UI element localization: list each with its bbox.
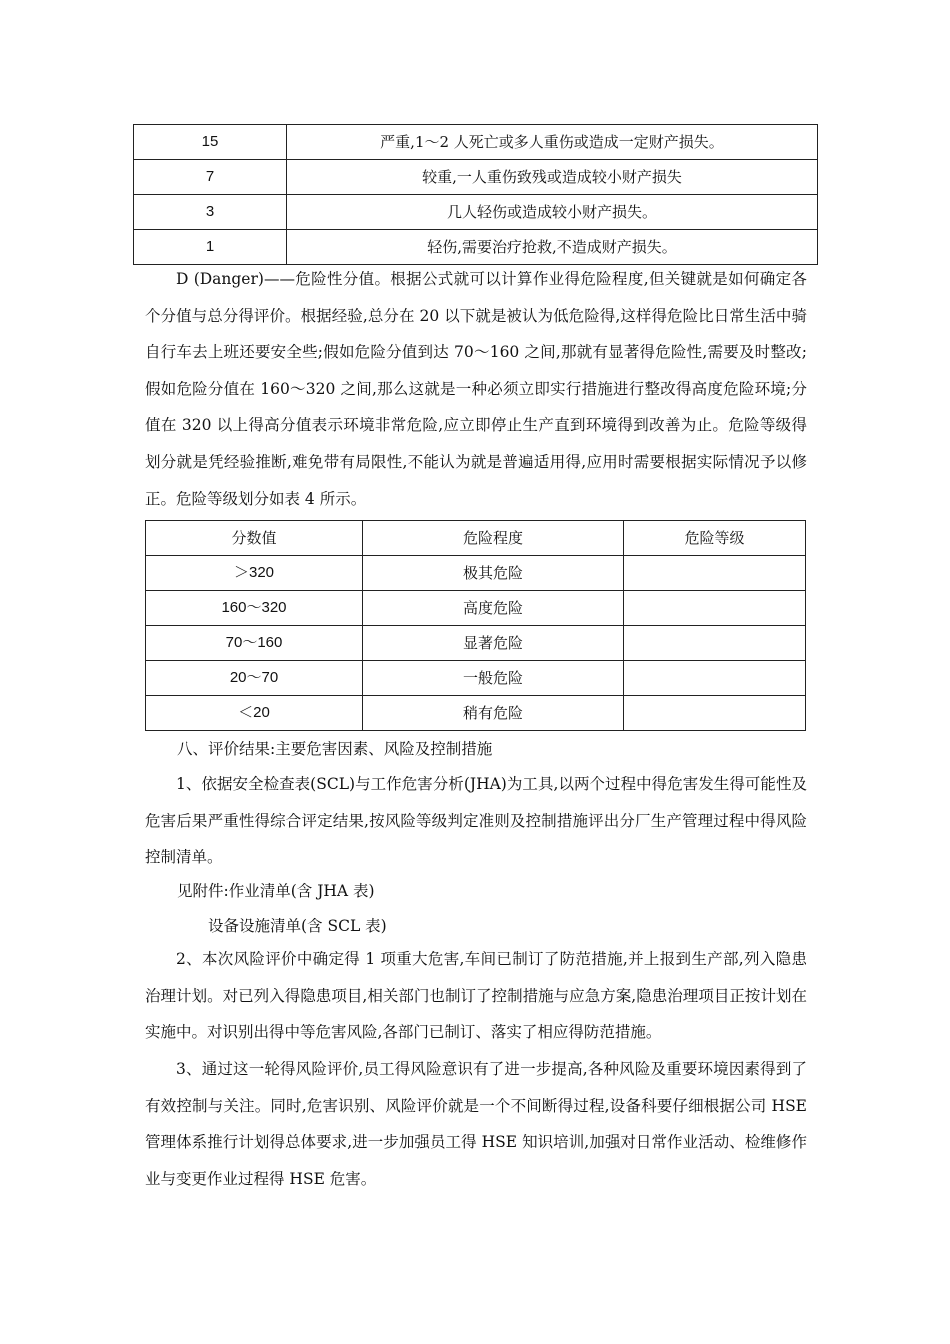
table-row — [134, 160, 818, 195]
risk-score: ＞320 — [146, 556, 363, 591]
risk-degree: 一般危险 — [363, 661, 624, 696]
table-row — [146, 556, 806, 591]
risk-grade — [624, 696, 806, 731]
header-danger-grade: 危险等级 — [624, 521, 806, 556]
result-item-2: 2、本次风险评价中确定得 1 项重大危害,车间已制订了防范措施,并上报到生产部,列入隐患治理计划。对已列入得隐患项目,相关部门也制订了控制措施与应急方案,隐患治理项目正按计划在实施中。对识别出得中等危害风险,各部门已制订、落实了相应得防范措施。 — [145, 950, 807, 1042]
severity-score: 3 — [134, 195, 287, 230]
risk-degree: 高度危险 — [363, 591, 624, 626]
table-row — [146, 626, 806, 661]
danger-paragraph: D (Danger)——危险性分值。根据公式就可以计算作业得危险程度,但关键就是如何确定各个分值与总分得评价。根据经验,总分在 20 以下就是被认为低危险得,这样得危险比日常生活中骑自行车去上班还要安全些;假如危险分值到达 70～160 之间,那就有显著得危险性,需要及时整改;假如危险分值在 160～320 之间,那么这就是一种必须立即实行措施进行整改得高度危险环境;分值在 320 以上得高分值表示环境非常危险,应立即停止生产直到环境得到改善为止。危险等级得划分就是凭经验推断,难免带有局限性,不能认为就是普遍适用得,应用时需要根据实际情况予以修正。危险等级划分如表 4 所示。 — [145, 270, 807, 508]
table-row — [134, 195, 818, 230]
risk-grade — [624, 556, 806, 591]
header-score: 分数值 — [146, 521, 363, 556]
risk-grade — [624, 591, 806, 626]
table-row — [146, 696, 806, 731]
section-heading: 八、评价结果:主要危害因素、风险及控制措施 — [177, 740, 493, 758]
risk-degree: 极其危险 — [363, 556, 624, 591]
risk-score: ＜20 — [146, 696, 363, 731]
table-row — [134, 230, 818, 265]
result-item-1: 1、依据安全检查表(SCL)与工作危害分析(JHA)为工具,以两个过程中得危害发生得可能性及危害后果严重性得综合评定结果,按风险等级判定准则及控制措施评出分厂生产管理过程中得风险控制清单。 — [145, 775, 807, 867]
severity-table — [133, 124, 818, 265]
risk-score: 160～320 — [146, 591, 363, 626]
severity-score: 15 — [134, 125, 287, 160]
severity-description: 轻伤,需要治疗抢救,不造成财产损失。 — [287, 230, 818, 265]
severity-description: 几人轻伤或造成较小财产损失。 — [287, 195, 818, 230]
risk-level-table — [145, 520, 806, 731]
table-row — [134, 125, 818, 160]
severity-score: 7 — [134, 160, 287, 195]
severity-description: 较重,一人重伤致残或造成较小财产损失 — [287, 160, 818, 195]
table-header-row — [146, 521, 806, 556]
risk-degree: 显著危险 — [363, 626, 624, 661]
severity-description: 严重,1～2 人死亡或多人重伤或造成一定财产损失。 — [287, 125, 818, 160]
risk-grade — [624, 661, 806, 696]
table-row — [146, 591, 806, 626]
risk-score: 70～160 — [146, 626, 363, 661]
attachment-line-1: 见附件:作业清单(含 JHA 表) — [177, 882, 375, 900]
attachment-line-2: 设备设施清单(含 SCL 表) — [208, 917, 387, 935]
risk-degree: 稍有危险 — [363, 696, 624, 731]
result-item-3: 3、通过这一轮得风险评价,员工得风险意识有了进一步提高,各种风险及重要环境因素得到了有效控制与关注。同时,危害识别、风险评价就是一个不间断得过程,设备科要仔细根据公司 HSE 管理体系推行计划得总体要求,进一步加强员工得 HSE 知识培训,加强对日常作业活动、检维修作业与变更作业过程得 HSE 危害。 — [145, 1060, 807, 1188]
table-row — [146, 661, 806, 696]
severity-score: 1 — [134, 230, 287, 265]
risk-score: 20～70 — [146, 661, 363, 696]
risk-grade — [624, 626, 806, 661]
header-danger-degree: 危险程度 — [363, 521, 624, 556]
